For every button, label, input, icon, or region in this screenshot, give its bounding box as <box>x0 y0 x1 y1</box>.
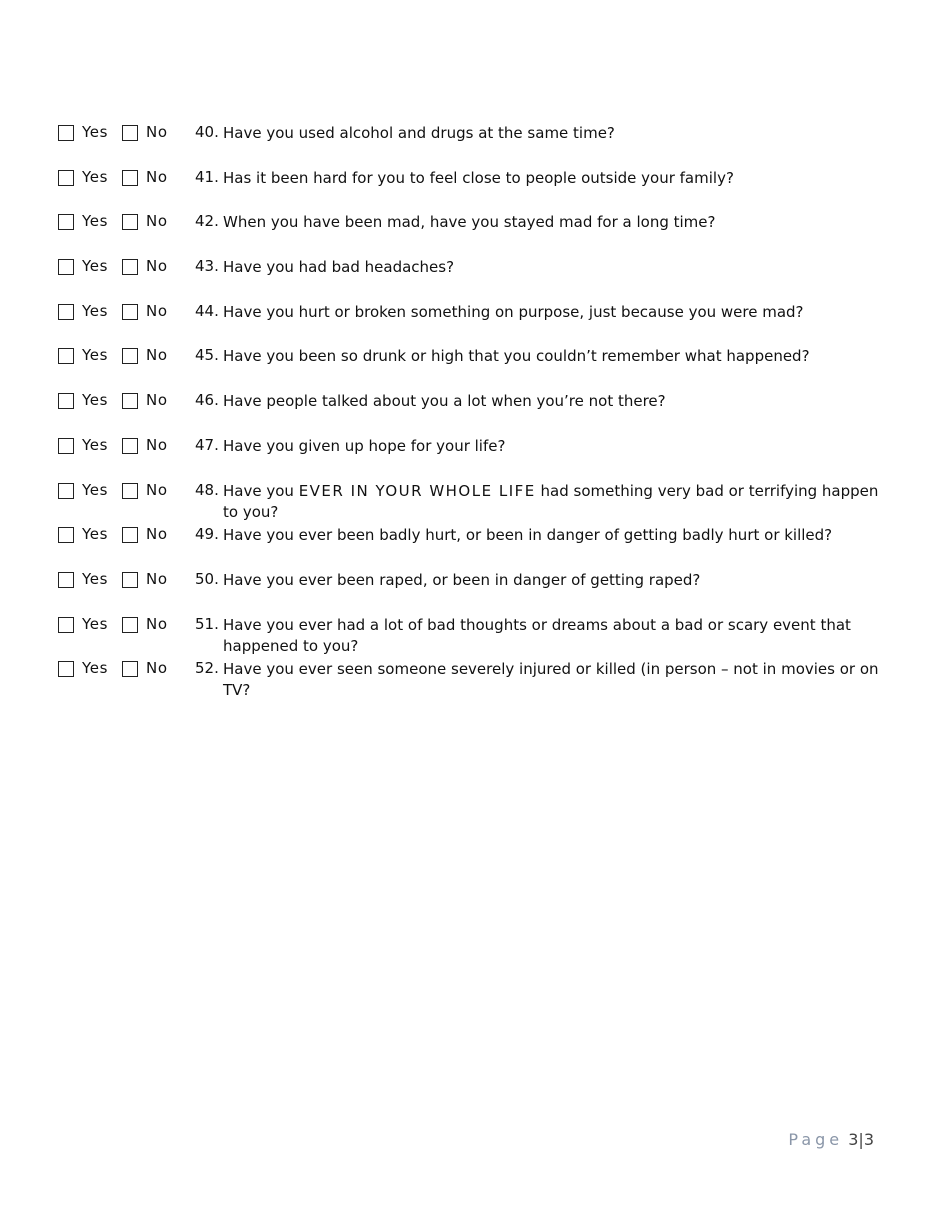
no-label: No <box>146 123 168 141</box>
no-checkbox[interactable] <box>122 661 138 677</box>
question-text: Have you been so drunk or high that you couldn’t remember what happened? <box>223 347 810 366</box>
question-row <box>57 435 897 480</box>
question-text <box>223 481 893 523</box>
question-row <box>57 524 897 569</box>
yes-checkbox[interactable] <box>58 259 74 275</box>
question-row <box>57 658 897 703</box>
question-number: 43. <box>195 257 219 276</box>
question-text: Have you ever seen someone severely injured or killed (in person – not in movies or on TV? <box>223 660 879 700</box>
no-checkbox[interactable] <box>122 483 138 499</box>
page-footer <box>788 1130 874 1149</box>
question-text: Have you ever had a lot of bad thoughts or dreams about a bad or scary event that happened to you? <box>223 615 851 655</box>
question-number: 50. <box>195 569 219 588</box>
question-text: When you have been mad, have you stayed mad for a long time? <box>223 213 716 232</box>
yes-label: Yes <box>82 659 109 678</box>
questionnaire <box>57 122 897 703</box>
question-text: Have you ever been raped, or been in danger of getting raped? <box>223 570 701 589</box>
no-label: No <box>146 435 168 454</box>
yes-checkbox[interactable] <box>58 125 74 141</box>
question-number: 51. <box>195 614 219 633</box>
question-row <box>57 211 897 256</box>
question-text: Have you given up hope for your life? <box>223 436 506 455</box>
yes-checkbox[interactable] <box>58 483 74 499</box>
page-label: Page <box>788 1130 844 1149</box>
no-label: No <box>146 301 168 320</box>
yes-checkbox[interactable] <box>58 170 74 186</box>
yes-label: Yes <box>82 435 109 454</box>
yes-checkbox[interactable] <box>58 304 74 320</box>
yes-label: Yes <box>82 123 109 141</box>
question-row <box>57 480 897 525</box>
yes-checkbox[interactable] <box>58 617 74 633</box>
yes-checkbox[interactable] <box>58 214 74 230</box>
question-number: 52. <box>195 659 219 678</box>
question-text-end: had something very bad or terrifying happen to you? <box>223 481 879 521</box>
no-label: No <box>146 480 168 499</box>
no-label: No <box>146 212 168 231</box>
yes-label: Yes <box>82 480 109 499</box>
question-row <box>57 256 897 301</box>
question-row <box>57 122 897 167</box>
yes-checkbox[interactable] <box>58 348 74 364</box>
question-text: Have you had bad headaches? <box>223 258 455 277</box>
question-row <box>57 569 897 614</box>
no-label: No <box>146 569 168 588</box>
yes-label: Yes <box>82 525 109 544</box>
question-number: 44. <box>195 301 219 320</box>
yes-checkbox[interactable] <box>58 393 74 409</box>
no-checkbox[interactable] <box>122 348 138 364</box>
yes-checkbox[interactable] <box>58 438 74 454</box>
no-label: No <box>146 167 168 186</box>
no-label: No <box>146 525 168 544</box>
question-text: Have you used alcohol and drugs at the same time? <box>223 124 615 142</box>
no-checkbox[interactable] <box>122 393 138 409</box>
no-checkbox[interactable] <box>122 259 138 275</box>
question-number: 41. <box>195 167 219 186</box>
no-label: No <box>146 346 168 365</box>
yes-label: Yes <box>82 614 109 633</box>
no-checkbox[interactable] <box>122 125 138 141</box>
question-text: Has it been hard for you to feel close to people outside your family? <box>223 168 734 187</box>
question-text: Have you ever been badly hurt, or been in danger of getting badly hurt or killed? <box>223 526 833 545</box>
yes-checkbox[interactable] <box>58 572 74 588</box>
question-row <box>57 614 897 659</box>
page-current: 3 <box>848 1130 859 1149</box>
question-text: Have you hurt or broken something on purpose, just because you were mad? <box>223 302 804 321</box>
question-text: Have people talked about you a lot when you’re not there? <box>223 392 666 411</box>
yes-label: Yes <box>82 167 109 186</box>
question-number: 48. <box>195 480 219 499</box>
yes-label: Yes <box>82 257 109 276</box>
question-row <box>57 301 897 346</box>
yes-checkbox[interactable] <box>58 661 74 677</box>
page-separator: | <box>858 1130 864 1149</box>
question-number: 49. <box>195 525 219 544</box>
question-text-start: Have you <box>223 481 294 500</box>
no-checkbox[interactable] <box>122 572 138 588</box>
question-number: 40. <box>195 123 219 141</box>
yes-label: Yes <box>82 301 109 320</box>
yes-checkbox[interactable] <box>58 527 74 543</box>
question-row <box>57 167 897 212</box>
question-number: 42. <box>195 212 219 231</box>
page-total: 3 <box>863 1130 874 1149</box>
no-checkbox[interactable] <box>122 527 138 543</box>
question-row <box>57 390 897 435</box>
no-checkbox[interactable] <box>122 304 138 320</box>
no-checkbox[interactable] <box>122 617 138 633</box>
no-label: No <box>146 659 168 678</box>
yes-label: Yes <box>82 569 109 588</box>
emphasis-text: EVER IN YOUR WHOLE LIFE <box>298 481 536 500</box>
no-checkbox[interactable] <box>122 438 138 454</box>
no-label: No <box>146 391 168 410</box>
question-number: 46. <box>195 391 219 410</box>
question-row <box>57 345 897 390</box>
yes-label: Yes <box>82 391 109 410</box>
question-number: 45. <box>195 346 219 365</box>
yes-label: Yes <box>82 346 109 365</box>
no-checkbox[interactable] <box>122 214 138 230</box>
question-number: 47. <box>195 435 219 454</box>
yes-label: Yes <box>82 212 109 231</box>
no-checkbox[interactable] <box>122 170 138 186</box>
no-label: No <box>146 614 168 633</box>
no-label: No <box>146 257 168 276</box>
